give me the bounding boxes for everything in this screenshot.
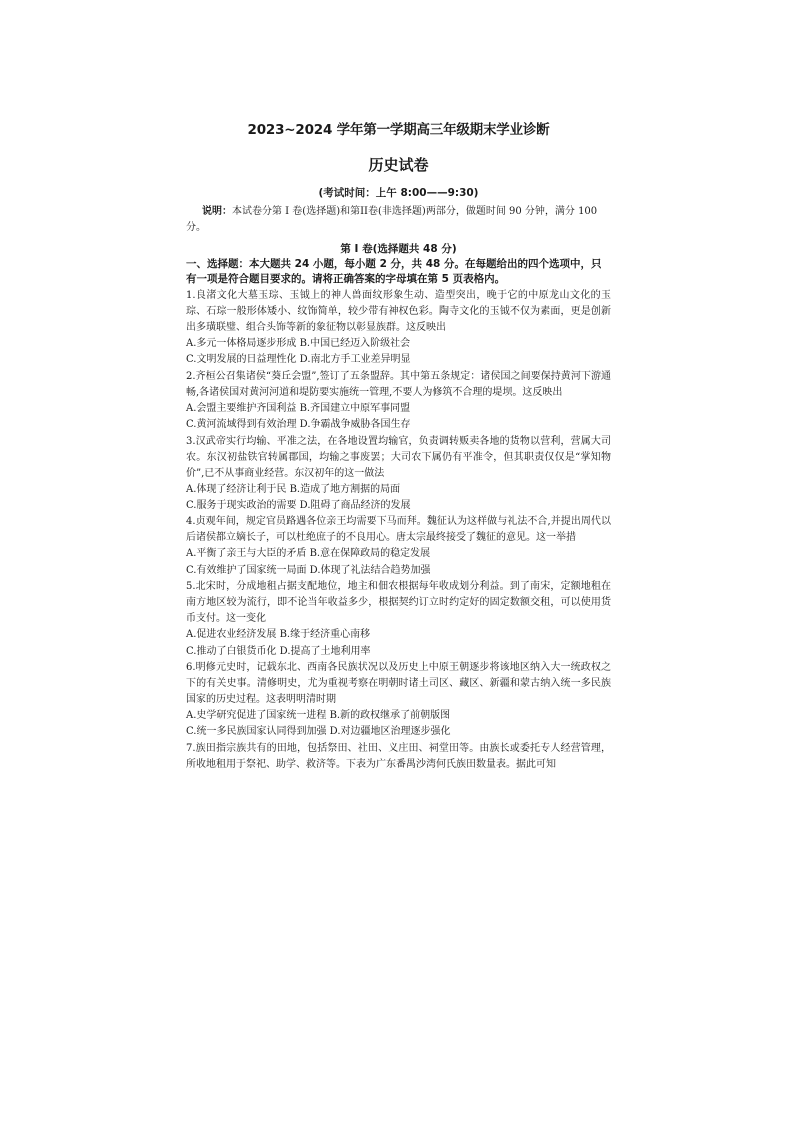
note-label: 说明：	[202, 206, 232, 217]
exam-note	[186, 204, 611, 236]
question-text: 3.汉武帝实行均输、平准之法，在各地设置均输官，负责调转贩卖各地的货物以营利，营属大司农。东汉初盐铁官转属郡国，均输之事废罢；大司农下属仍有平准令，但其职责仅仅是“掌知物价”,已不从事商业经营。东汉初年的这一做法	[186, 435, 611, 479]
question-option: C.有效维护了国家统一局面 D.体现了礼法结合趋势加强	[186, 564, 431, 576]
question-text: 6.明修元史时，记载东北、西南各民族状况以及历史上中原王朝逐步将该地区纳入大一统政权之下的有关史事。清修明史，尤为重视考察在明朝时诸土司区、藏区、新疆和蒙古纳入统一多民族国家的历史过程。这表明明清时期	[186, 662, 611, 706]
question-option: A.多元一体格局逐步形成 B.中国已经迈入阶级社会	[186, 338, 411, 349]
question-option: A.促进农业经济发展 B.缘于经济重心南移	[186, 629, 371, 641]
question-option: A.史学研究促进了国家统一进程 B.新的政权继承了前朝版图	[186, 710, 451, 722]
question	[186, 741, 611, 773]
question-text: 5.北宋时，分成地租占据支配地位，地主和佃农根据每年收成划分利益。到了南宋，定额地租在南方地区较为流行，即不论当年收益多少，根据契约订立时约定好的固定数额交租，可以使用货币支付。这一变化	[186, 581, 611, 625]
question	[186, 579, 611, 660]
question-text: 7.族田指宗族共有的田地，包括祭田、社田、义庄田、祠堂田等。由族长或委托专人经营管理，所收地租用于祭祀、助学、救济等。下表为广东番禺沙湾何氏族田数量表。据此可知	[186, 742, 611, 770]
question-option: A.平衡了亲王与大臣的矛盾 B.意在保障政局的稳定发展	[186, 548, 431, 560]
question-option: C.服务于现实政治的需要 D.阻碍了商品经济的发展	[186, 500, 411, 512]
question-option: C.黄河流域得到有效治理 D.争霸战争威胁各国生存	[186, 419, 411, 431]
question-text: 4.贞观年间，规定官员路遇各位亲王均需要下马而拜。魏征认为这样做与礼法不合,并提出周代以后诸侯都立嫡长子，可以杜绝庶子的不良用心。唐太宗最终接受了魏征的意见。这一举措	[186, 516, 611, 544]
question	[186, 434, 611, 515]
question-text: 1.良渚文化大墓玉琮、玉钺上的神人兽面纹形象生动、造型突出，晚于它的中原龙山文化的玉琮、石琮一般形体矮小、纹饰简单，较少带有神权色彩。陶寺文化的玉钺不仅为素面，更是创新出多璜联璧、组合头饰等新的象征物以彰显族群。这反映出	[186, 290, 611, 333]
exam-time: (考试时间：上午 8:00——9:30)	[318, 187, 479, 199]
question	[186, 514, 611, 579]
question-option: C.文明发展的日益理性化 D.南北方手工业差异明显	[186, 354, 411, 366]
subject-title: 历史试卷	[368, 156, 429, 174]
section-instructions: 一、选择题：本大题共 24 小题，每小题 2 分，共 48 分。在每题给出的四个选项中，只有一项是符合题目要求的。请将正确答案的字母填在第 5 页表格内。	[186, 258, 602, 285]
question	[186, 660, 611, 741]
question	[186, 288, 611, 369]
question-option: C.统一多民族国家认同得到加强 D.对边疆地区治理逐步强化	[186, 726, 451, 738]
exam-title: 2023~2024 学年第一学期高三年级期末学业诊断	[247, 122, 550, 138]
note-text: 本试卷分第 I 卷(选择题)和第II卷(非选择题)两部分，做题时间 90 分钟，满分 100 分。	[186, 206, 598, 233]
section-title: 第 I 卷(选择题共 48 分)	[340, 243, 457, 255]
question-option: A.会盟主要维护齐国利益 B.齐国建立中原军事同盟	[186, 402, 411, 414]
question-text: 2.齐桓公召集诸侯“葵丘会盟”,签订了五条盟辞。其中第五条规定：诸侯国之间要保持黄河下游通畅,各诸侯国对黄河河道和堤防要实施统一管理,不要人为修筑不合理的堤坝。这反映出	[186, 370, 611, 398]
question-option: C.推动了白银货币化 D.提高了土地利用率	[186, 645, 371, 657]
question	[186, 369, 611, 434]
exam-page	[186, 118, 611, 773]
question-option: A.体现了经济让利于民 B.造成了地方割据的局面	[186, 483, 401, 495]
